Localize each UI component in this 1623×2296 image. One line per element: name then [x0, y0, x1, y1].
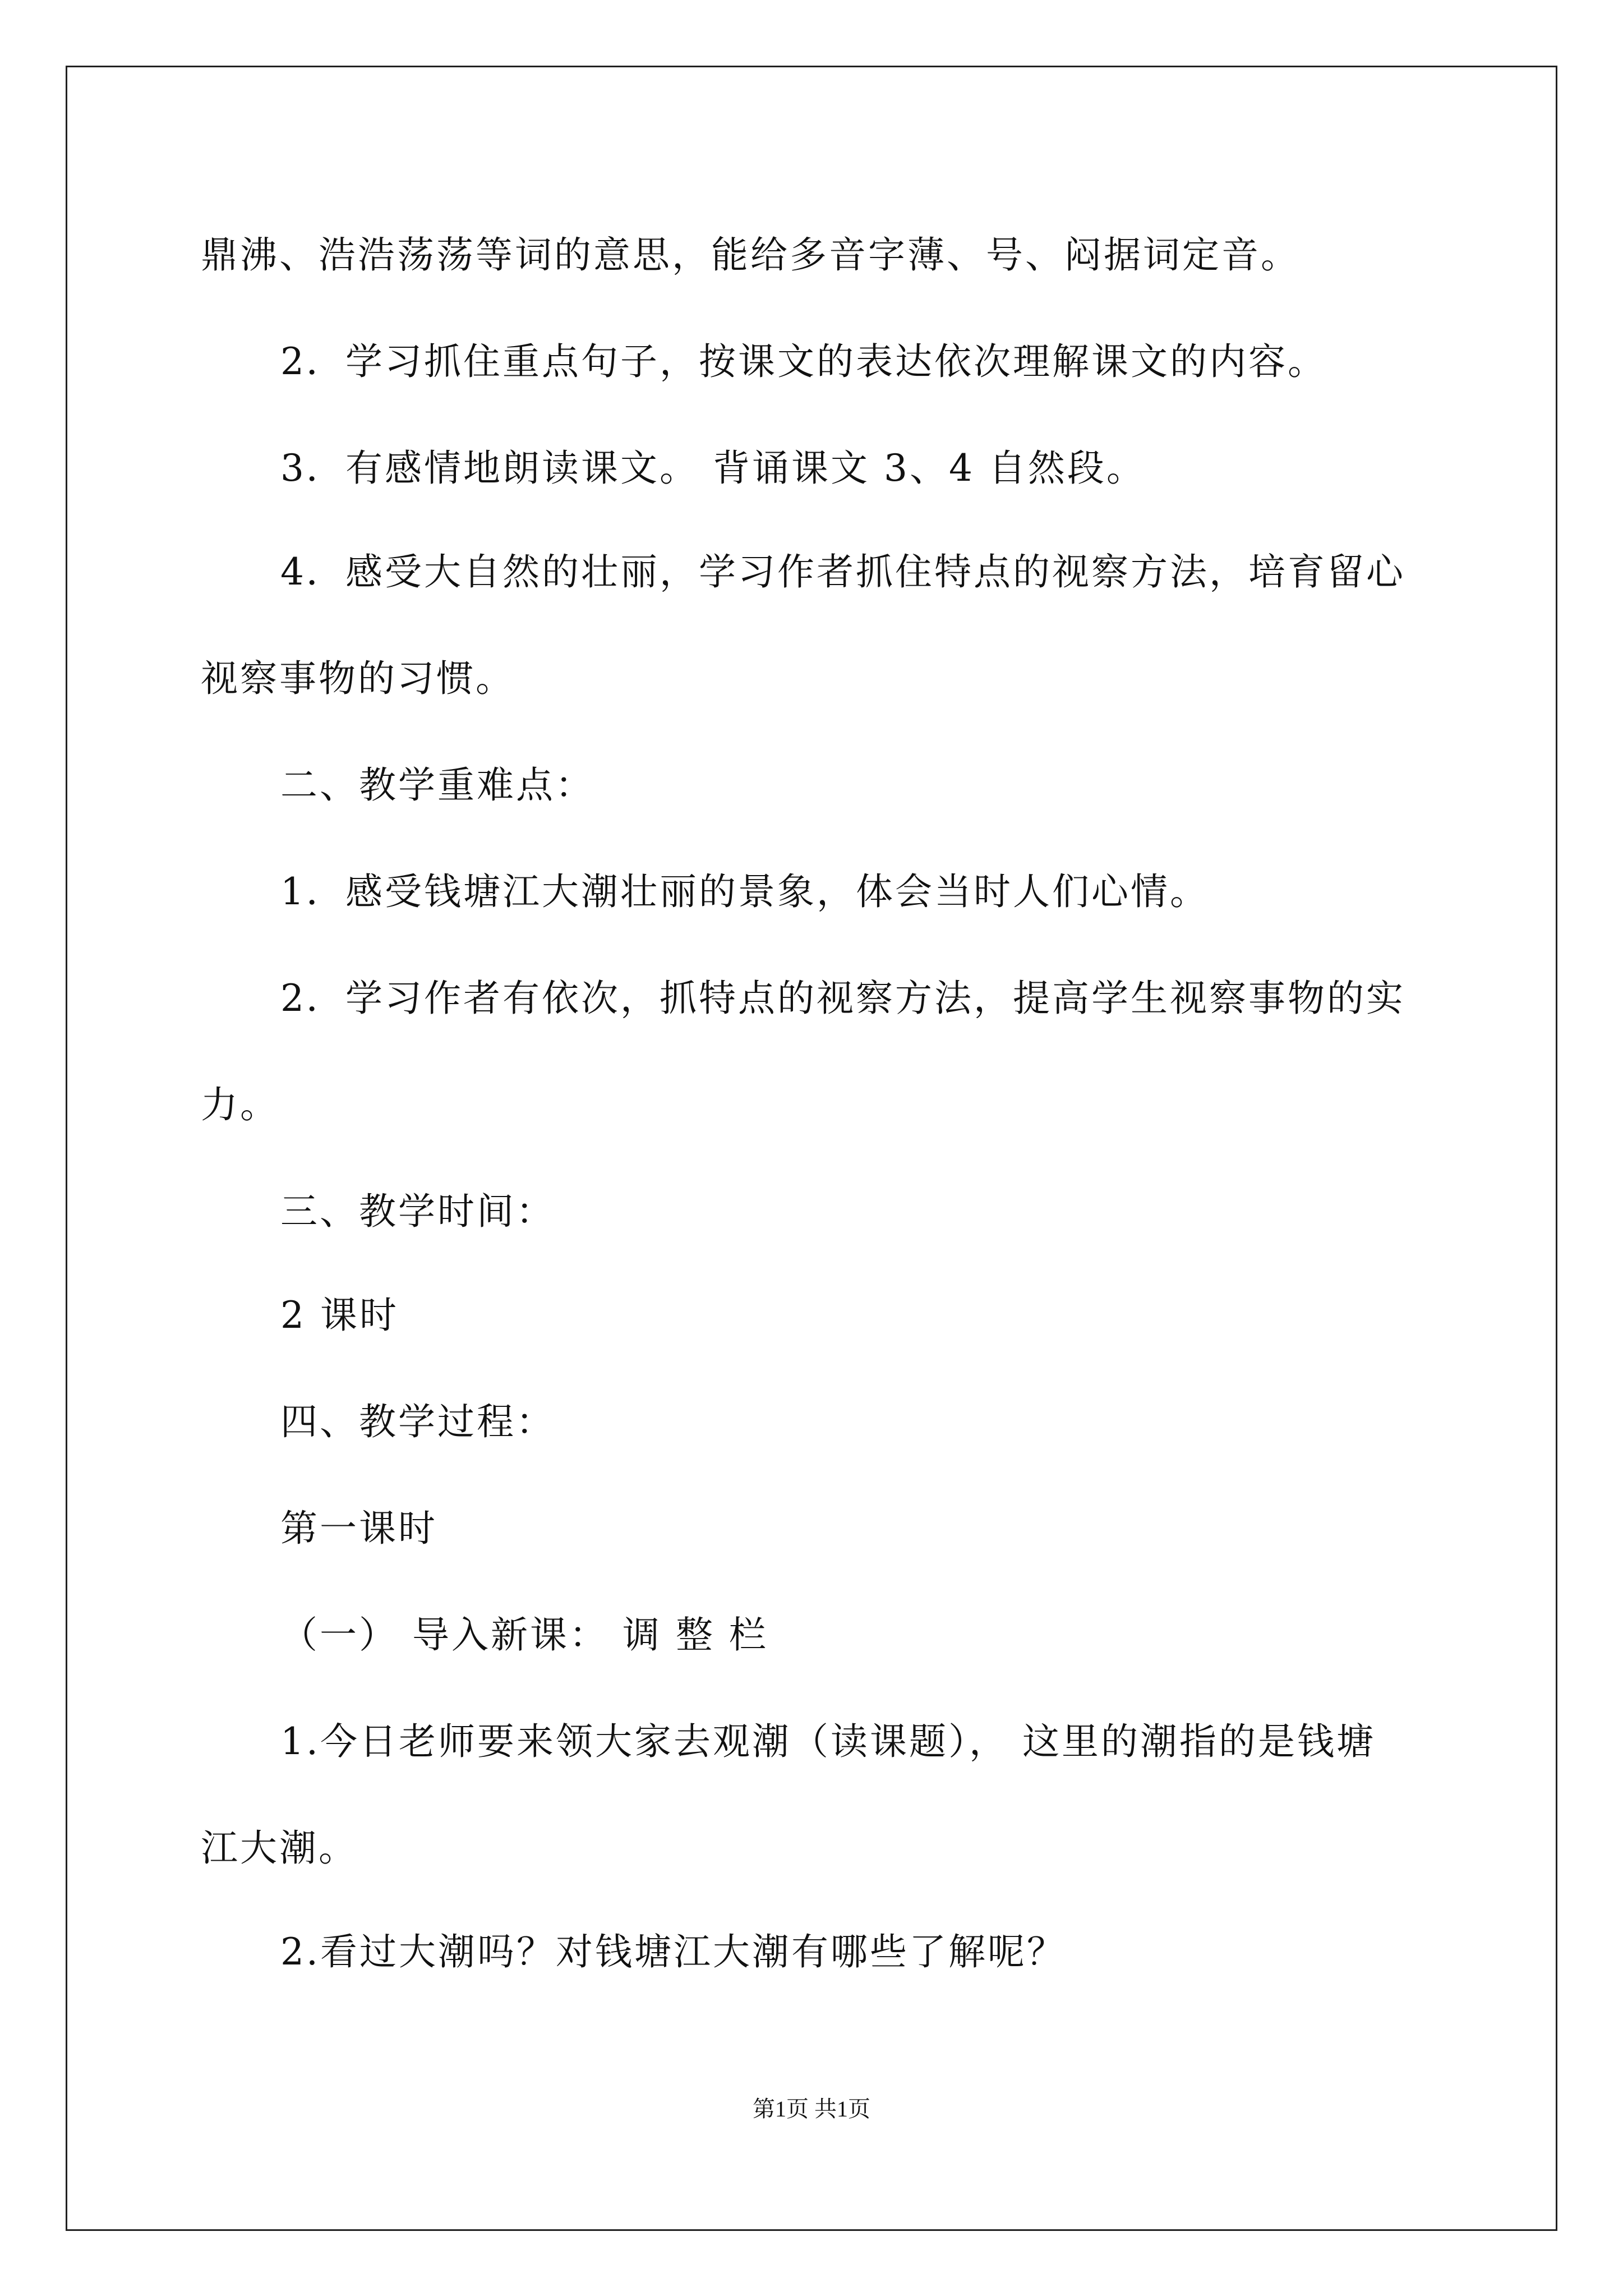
- paragraph-line: 2 课时: [280, 1294, 399, 1337]
- paragraph-line: 1.今日老师要来领大家去观潮（读课题）， 这里的潮指的是钱塘: [280, 1720, 1376, 1763]
- paragraph-line: 2.看过大潮吗？对钱塘江大潮有哪些了解呢？: [280, 1930, 1066, 1973]
- section-heading: 三、教学时间：: [280, 1190, 555, 1233]
- paragraph-line: 2．学习抓住重点句子，按课文的表达依次理解课文的内容。: [280, 340, 1327, 383]
- paragraph-line: 1．感受钱塘江大潮壮丽的景象，体会当时人们心情。: [280, 870, 1209, 913]
- paragraph-line: 鼎沸、浩浩荡荡等词的意思，能给多音字薄、号、闷据词定音。: [201, 233, 1300, 277]
- paragraph-line: 2．学习作者有依次，抓特点的视察方法，提高学生视察事物的实: [280, 977, 1405, 1020]
- section-heading: 四、教学过程：: [280, 1400, 555, 1443]
- paragraph-line: 4．感受大自然的壮丽，学习作者抓住特点的视察方法，培育留心: [280, 550, 1405, 593]
- subsection-heading: 第一课时: [280, 1507, 437, 1550]
- paragraph-line: 力。: [201, 1083, 279, 1126]
- paragraph-line: 视察事物的习惯。: [201, 657, 515, 700]
- page-footer: 第1页 共1页: [753, 2096, 870, 2122]
- paragraph-line: 江大潮。: [201, 1826, 358, 1870]
- paragraph-line: 3．有感情地朗读课文。 背诵课文 3、4 自然段。: [280, 447, 1146, 490]
- page-border: [66, 66, 1557, 2231]
- subsection-heading: （一） 导入新课： 调 整 栏: [280, 1613, 768, 1657]
- section-heading: 二、教学重难点：: [280, 763, 594, 807]
